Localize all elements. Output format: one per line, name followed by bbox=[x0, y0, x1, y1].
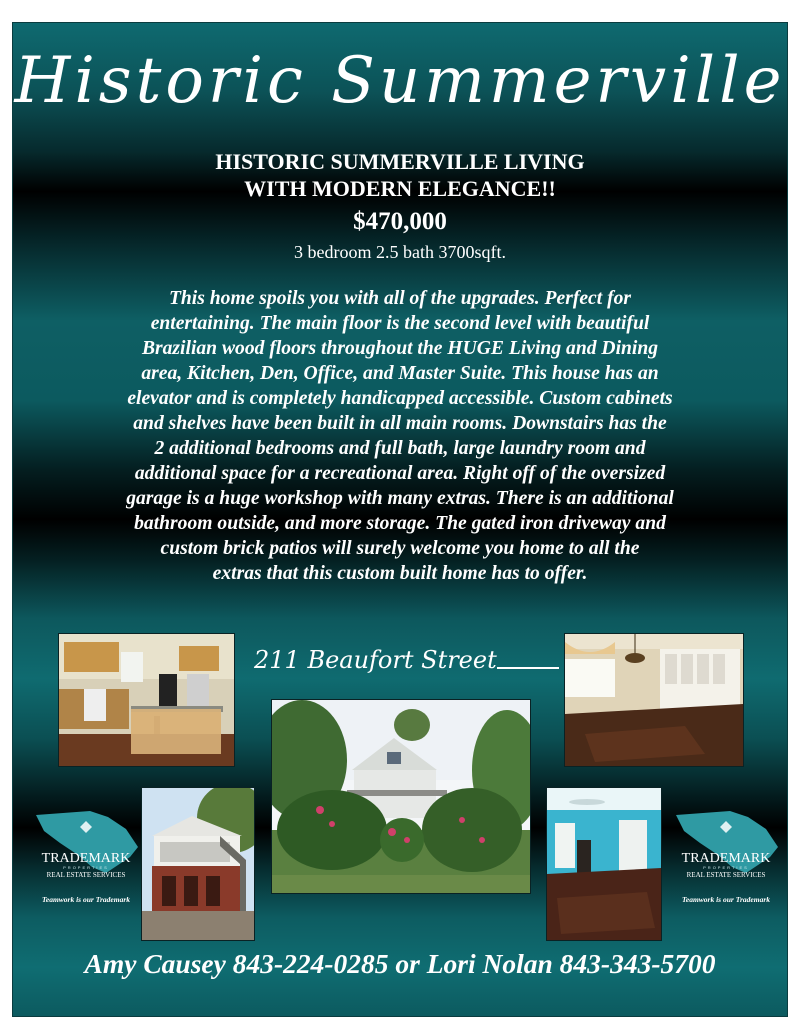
description-line: and shelves have been built in all main rooms. Downstairs has the bbox=[133, 413, 667, 434]
logo-services: REAL ESTATE SERVICES bbox=[686, 871, 766, 879]
logo-tagline: Teamwork is our Trademark bbox=[42, 895, 130, 904]
trademark-logo-left bbox=[30, 807, 142, 917]
description-line: additional space for a recreational area. Right off of the oversized bbox=[134, 463, 666, 484]
flyer-background bbox=[12, 22, 788, 1017]
price: $470,000 bbox=[353, 208, 447, 235]
headline-line-2: WITH MODERN ELEGANCE!! bbox=[244, 176, 556, 201]
description-line: extras that this custom built home has to offer. bbox=[212, 563, 588, 584]
description-line: area, Kitchen, Den, Office, and Master Suite. This house has an bbox=[141, 363, 659, 384]
description-line: bathroom outside, and more storage. The gated iron driveway and bbox=[134, 513, 666, 534]
headline-line-1: HISTORIC SUMMERVILLE LIVING bbox=[215, 149, 585, 174]
living-room-photo bbox=[565, 634, 743, 766]
description-line: garage is a huge workshop with many extras. There is an additional bbox=[126, 488, 674, 509]
logo-brand: TRADEMARK bbox=[41, 851, 131, 866]
logo-tagline: Teamwork is our Trademark bbox=[682, 895, 770, 904]
logo-services: REAL ESTATE SERVICES bbox=[46, 871, 126, 879]
logo-subtitle: PROPERTIES bbox=[703, 865, 749, 870]
logo-subtitle: PROPERTIES bbox=[63, 865, 109, 870]
house-exterior-photo bbox=[272, 700, 530, 893]
contact-info: Amy Causey 843-224-0285 or Lori Nolan 843-343-5700 bbox=[84, 948, 716, 979]
description-line: elevator and is completely handicapped accessible. Custom cabinets bbox=[127, 388, 673, 409]
property-address: 211 Beaufort Street bbox=[254, 646, 497, 674]
logo-brand: TRADEMARK bbox=[681, 851, 771, 866]
home-specs: 3 bedroom 2.5 bath 3700sqft. bbox=[294, 242, 506, 262]
trademark-logo-right bbox=[670, 807, 782, 917]
description-line: custom brick patios will surely welcome you home to all the bbox=[160, 538, 640, 559]
den-photo bbox=[547, 788, 661, 940]
description bbox=[62, 286, 738, 586]
kitchen-photo bbox=[59, 634, 234, 766]
script-title: Historic Summerville bbox=[14, 44, 786, 118]
description-line: entertaining. The main floor is the second level with beautiful bbox=[150, 313, 650, 334]
description-line: 2 additional bedrooms and full bath, large laundry room and bbox=[154, 438, 646, 459]
address-underline bbox=[497, 667, 559, 669]
house-rear-photo bbox=[142, 788, 254, 940]
description-line: Brazilian wood floors throughout the HUGE Living and Dining bbox=[141, 338, 659, 359]
description-line: This home spoils you with all of the upgrades. Perfect for bbox=[168, 288, 632, 309]
